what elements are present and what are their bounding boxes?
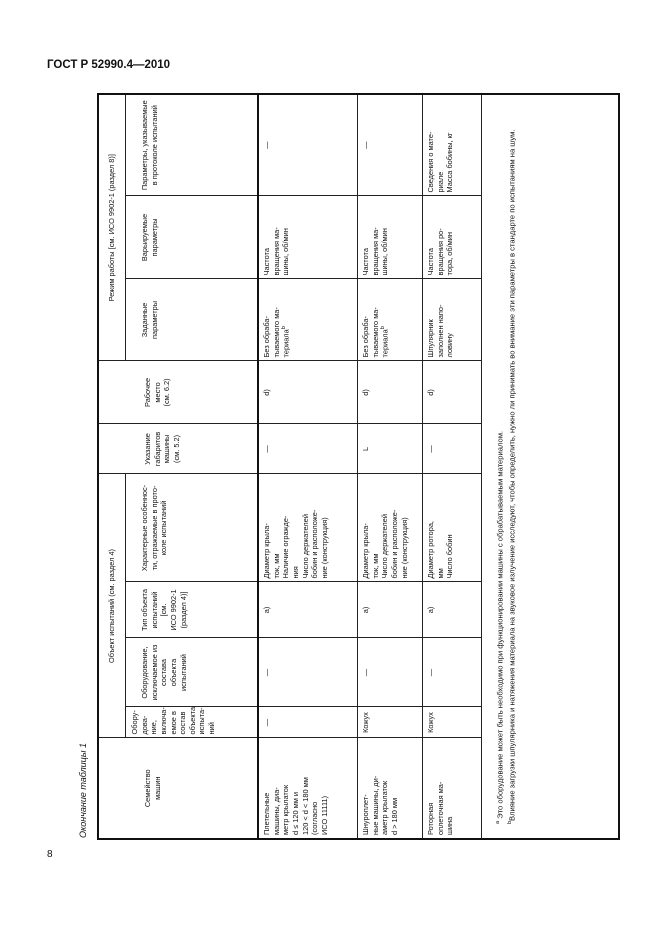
cell-equipment-included xyxy=(358,707,423,738)
cell-set-params xyxy=(258,279,358,361)
cell-text: Кожух xyxy=(361,712,370,733)
footnote-a xyxy=(494,101,506,824)
cell-equipment-excluded xyxy=(258,638,358,707)
cell-text: Диаметр крыла- ток, мм Наличие огражде- ния Число держателей бобин и расположе- ние (конструкция) xyxy=(262,509,329,579)
cell-equipment-included xyxy=(258,707,358,738)
cell-report-params xyxy=(258,94,358,196)
header-workplace: Рабочее место (см. 6.2) xyxy=(98,361,258,424)
table-caption: Окончание таблицы 1 xyxy=(78,743,88,838)
cell-text: — xyxy=(262,718,271,727)
header-equipment-excluded: Оборудование, исключаемое из состава объекта испытаний xyxy=(126,638,259,707)
cell-dimensions xyxy=(258,424,358,474)
footnote-ref: b xyxy=(380,326,387,330)
cell-equipment-excluded xyxy=(423,638,482,707)
cell-text: Кожух xyxy=(426,712,435,733)
cell-equipment-excluded xyxy=(358,638,423,707)
footnote-b xyxy=(506,101,518,824)
machine-families-table xyxy=(97,93,620,840)
cell-varied-params xyxy=(358,196,423,279)
cell-text: — xyxy=(262,668,271,677)
footnote-mark: a xyxy=(495,820,501,824)
cell-text: Шпулярник заполнен напо- ловину xyxy=(426,304,455,358)
header-mode-group: Режим работы [см. ИСО 9902-1 (раздел 8)] xyxy=(98,94,126,361)
cell-text: — xyxy=(426,445,435,453)
cell-report-params xyxy=(423,94,482,196)
header-object-type: Тип объекта испытаний [см. ИСО 9902-1 (раздел 4)] xyxy=(126,582,259,638)
table-row xyxy=(258,94,358,839)
footnote-mark: b xyxy=(506,820,513,824)
header-object-group: Объект испытаний (см. раздел 4) xyxy=(98,474,126,738)
cell-text: a) xyxy=(361,606,370,614)
cell-text: Плетельные машины, диа- метр крылаток d ≤ 120 мм и 120 < d < 180 мм (согласно ИСО 11111) xyxy=(262,777,329,835)
cell-set-params xyxy=(358,279,423,361)
header-features: Характерные особеннос- ти, отражаемые в прото- коле испытаний xyxy=(126,474,259,582)
table-row xyxy=(423,94,482,839)
cell-family xyxy=(358,738,423,839)
cell-features xyxy=(423,474,482,582)
footnote-text: Влияние загрузки шпулярника и натяжения материала на звуковое излучение исследуют, чтобы определить, нужно ли принимать во внимание эти параметры в стандарте по испытаниям на шум. xyxy=(507,129,517,821)
cell-equipment-included xyxy=(423,707,482,738)
cell-object-type xyxy=(358,582,423,638)
footnote-ref: b xyxy=(281,326,288,330)
footnotes xyxy=(482,94,620,839)
cell-dimensions xyxy=(358,424,423,474)
cell-text: Частота вращения ма- шины, об/мин xyxy=(361,227,390,276)
cell-text: d) xyxy=(426,389,435,396)
cell-text: Диаметр крыла- ток, мм Число держателей бобин и расположе- ние (конструкция) xyxy=(361,509,409,579)
cell-text: — xyxy=(262,445,271,453)
cell-text: Шнуроплет- ные машины, ди- аметр крылаток d > 180 мм xyxy=(361,775,399,835)
cell-dimensions xyxy=(423,424,482,474)
header-set-params: Заданные параметры xyxy=(126,279,259,361)
cell-text: d) xyxy=(361,389,370,396)
page-number: 8 xyxy=(47,849,53,860)
cell-features xyxy=(358,474,423,582)
cell-text: d) xyxy=(262,389,271,396)
cell-text: Без обраба- тываемого ма- териала xyxy=(361,307,390,358)
cell-family xyxy=(423,738,482,839)
cell-text: Сведения о мате- риале Масса бобины, кг xyxy=(426,131,455,193)
cell-varied-params xyxy=(423,196,482,279)
cell-workplace xyxy=(423,361,482,424)
header-varied-params: Варьируемые параметры xyxy=(126,196,259,279)
cell-text: — xyxy=(426,668,435,677)
header-family: Семейство машин xyxy=(98,738,258,839)
cell-features xyxy=(258,474,358,582)
cell-text: Частота вращения ро- тора, об/мин xyxy=(426,228,455,276)
cell-workplace xyxy=(258,361,358,424)
cell-text: Роторная оплеточная ма- шина xyxy=(426,781,455,835)
cell-text: Частота вращения ма- шины, об/мин xyxy=(262,227,291,276)
header-report-params: Параметры, указываемые в протоколе испытаний xyxy=(126,94,259,196)
cell-text: — xyxy=(262,141,271,149)
cell-text: Без обраба- тываемого ма- териала xyxy=(262,307,291,358)
header-dimensions: Указание габаритов машины (см. 5.2) xyxy=(98,424,258,474)
cell-text: a) xyxy=(262,606,271,614)
header-equipment-included: Обору- дова- ние, включа- емое в состав объекта испыта- ний xyxy=(126,707,259,738)
cell-set-params xyxy=(423,279,482,361)
cell-family xyxy=(258,738,358,839)
cell-workplace xyxy=(358,361,423,424)
cell-text: Диаметр ротора, мм Число бобин xyxy=(426,521,455,579)
cell-report-params xyxy=(358,94,423,196)
cell-text: — xyxy=(361,668,370,677)
cell-object-type xyxy=(423,582,482,638)
cell-object-type xyxy=(258,582,358,638)
rotated-table-block xyxy=(72,95,607,840)
footnote-text: Это оборудование может быть необходимо при функционировании машины с обрабатываемым материалом. xyxy=(495,430,505,819)
table-body xyxy=(258,94,619,839)
cell-varied-params xyxy=(258,196,358,279)
table-row xyxy=(358,94,423,839)
cell-text: L xyxy=(361,446,370,452)
cell-text: — xyxy=(361,141,370,149)
cell-text: a) xyxy=(426,606,435,614)
document-header: ГОСТ Р 52990.4—2010 xyxy=(47,59,171,71)
